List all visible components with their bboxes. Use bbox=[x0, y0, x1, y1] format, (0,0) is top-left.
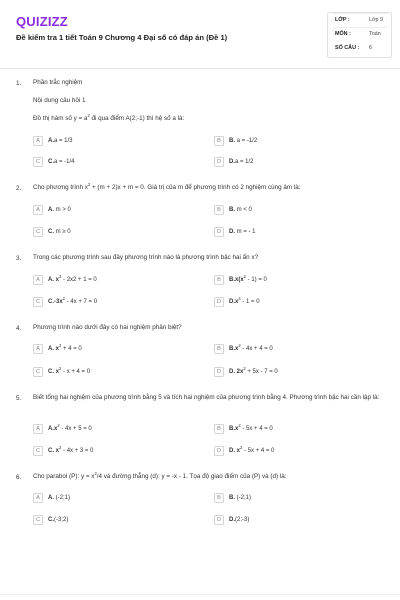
option-text: C.a = -1/4 bbox=[48, 158, 75, 165]
info-box bbox=[327, 12, 392, 58]
option-letter: B bbox=[214, 205, 224, 215]
exponent: 2 bbox=[94, 470, 97, 476]
document-title: Đề kiểm tra 1 tiết Toán 9 Chương 4 Đại số có đáp án (Đề 1) bbox=[16, 33, 228, 42]
question-number: 1. bbox=[16, 80, 22, 87]
option-text: D. m = - 1 bbox=[229, 228, 256, 235]
option-b[interactable] bbox=[214, 492, 251, 503]
option-letter: D bbox=[214, 367, 224, 377]
exponent: 2 bbox=[87, 112, 90, 118]
option-text: B. m < 0 bbox=[229, 206, 252, 213]
option-b[interactable] bbox=[214, 135, 257, 146]
option-letter: D bbox=[214, 446, 224, 456]
option-letter: B bbox=[214, 275, 224, 285]
question-text bbox=[33, 114, 385, 123]
option-text: A. $x^3 - 2x2 + 1 = 0$ bbox=[48, 273, 97, 283]
question-number: 3. bbox=[16, 255, 22, 262]
option-text: D.a = 1/2 bbox=[229, 158, 254, 165]
info-value: Toán bbox=[369, 31, 381, 37]
option-letter: D bbox=[214, 297, 224, 307]
option-letter: A bbox=[33, 424, 43, 434]
option-text: B. a = -1/2 bbox=[229, 137, 258, 144]
option-letter: D bbox=[214, 227, 224, 237]
question-text-part: + (m + 2)x + m = 0. Giá trị của m để phương trình có 2 nghiệm cùng âm là: bbox=[90, 184, 301, 191]
option-c[interactable] bbox=[33, 296, 97, 307]
option-c[interactable] bbox=[33, 445, 93, 456]
option-letter: B bbox=[214, 344, 224, 354]
option-letter: B bbox=[214, 424, 224, 434]
option-letter: A bbox=[33, 205, 43, 215]
option-c[interactable] bbox=[33, 226, 71, 237]
option-letter: D bbox=[214, 157, 224, 167]
option-b[interactable] bbox=[214, 343, 273, 354]
option-letter: A bbox=[33, 136, 43, 146]
question-number: 6. bbox=[16, 474, 22, 481]
option-letter: D bbox=[214, 515, 224, 525]
option-letter: C bbox=[33, 367, 43, 377]
option-c[interactable] bbox=[33, 514, 68, 525]
option-text: A.a = 1/3 bbox=[48, 137, 73, 144]
option-letter: C bbox=[33, 227, 43, 237]
option-a[interactable] bbox=[33, 274, 97, 285]
question-text bbox=[33, 472, 385, 481]
option-text: A. (-2;1) bbox=[48, 494, 71, 501]
option-b[interactable] bbox=[214, 423, 273, 434]
option-d[interactable] bbox=[214, 366, 278, 377]
info-value: 6 bbox=[369, 45, 372, 51]
option-letter: A bbox=[33, 493, 43, 503]
header-divider bbox=[0, 68, 400, 69]
option-b[interactable] bbox=[214, 204, 252, 215]
info-row-subject bbox=[335, 30, 387, 39]
page-bottom-divider bbox=[0, 594, 400, 595]
option-text: $D.x^4 - 1 = 0$ bbox=[229, 295, 260, 305]
option-a[interactable] bbox=[33, 135, 73, 146]
exponent: 2 bbox=[87, 181, 91, 187]
option-d[interactable] bbox=[214, 156, 254, 167]
question-section-title: Phần trắc nghiệm bbox=[33, 79, 83, 86]
option-letter: C bbox=[33, 446, 43, 456]
info-value: Lớp 9 bbox=[369, 17, 384, 23]
info-divider bbox=[333, 13, 388, 14]
option-text: $A.x^2 - 4x + 5 = 0$ bbox=[48, 422, 92, 432]
option-a[interactable] bbox=[33, 492, 70, 503]
question-number: 4. bbox=[16, 325, 22, 332]
option-d[interactable] bbox=[214, 226, 256, 237]
option-b[interactable] bbox=[214, 274, 267, 285]
option-text: C.(-3;2) bbox=[48, 516, 69, 523]
option-letter: C bbox=[33, 297, 43, 307]
option-letter: C bbox=[33, 515, 43, 525]
option-text: $B.x(x^2 - 1) = 0$ bbox=[229, 273, 267, 283]
option-text: C. $x^2 - x + 4 = 0$ bbox=[48, 365, 91, 375]
option-a[interactable] bbox=[33, 423, 92, 434]
option-text: B. (-2;1) bbox=[229, 494, 252, 501]
question-number: 5. bbox=[16, 395, 22, 402]
option-text: A. m > 0 bbox=[48, 206, 71, 213]
question-text: Trong các phương trình sau đây phương trình nào là phương trình bậc hai ẩn x? bbox=[33, 254, 259, 261]
option-d[interactable] bbox=[214, 296, 260, 307]
question-text-part: Cho phương trình x bbox=[33, 184, 88, 191]
option-text: C. $x^2 - 4x + 3 = 0$ bbox=[48, 444, 94, 454]
question-number: 2. bbox=[16, 185, 22, 192]
question-text: Biết tổng hai nghiệm của phương trình bằng 5 và tích hai nghiệm của phương trình bằng 4. Phương trình bậc hai cần lập là: bbox=[33, 394, 380, 401]
option-a[interactable] bbox=[33, 204, 71, 215]
option-letter: B bbox=[214, 493, 224, 503]
option-text: D. $x^2 - 5x + 4 = 0$ bbox=[229, 444, 275, 454]
option-text: D.(2;-3) bbox=[229, 516, 250, 523]
question-text-part: Cho parabol (P): y = x bbox=[33, 473, 95, 480]
info-row-count bbox=[335, 44, 387, 53]
option-a[interactable] bbox=[33, 343, 82, 354]
question-text bbox=[33, 183, 385, 192]
info-key: MÔN : bbox=[335, 31, 351, 37]
option-letter: C bbox=[33, 157, 43, 167]
option-d[interactable] bbox=[214, 445, 274, 456]
option-letter: A bbox=[33, 275, 43, 285]
question-text-part: /4 và đường thẳng (d): y = -x - 1. Tọa độ giao điểm của (P) và (d) là: bbox=[96, 473, 287, 480]
question-text-part: đi qua điểm A(2;-1) thì hệ số a là: bbox=[89, 115, 185, 122]
option-text: C. m ≥ 0 bbox=[48, 228, 71, 235]
option-text: A. $x^2 + 4 = 0$ bbox=[48, 342, 82, 352]
option-text: D. $2x^2 + 5x - 7 = 0$ bbox=[229, 365, 278, 375]
info-divider bbox=[333, 27, 388, 28]
option-c[interactable] bbox=[33, 366, 90, 377]
info-key: LỚP : bbox=[335, 17, 350, 23]
question-text: Phương trình nào dưới đây có hai nghiệm phân biệt? bbox=[33, 324, 182, 331]
info-key: SỐ CÂU : bbox=[335, 45, 360, 51]
info-row-class bbox=[335, 16, 387, 25]
option-text: $C.-3x^2 - 4x + 7 = 0$ bbox=[48, 295, 98, 305]
question-subtitle: Nội dung câu hỏi 1 bbox=[33, 97, 86, 104]
question-text-part: Đồ thị hàm số y = a bbox=[33, 115, 88, 122]
option-c[interactable] bbox=[33, 156, 75, 167]
option-text: $B.x^2 - 4x + 4 = 0$ bbox=[229, 342, 273, 352]
quizizz-logo: QUIZIZZ bbox=[16, 14, 68, 29]
option-letter: A bbox=[33, 344, 43, 354]
option-letter: B bbox=[214, 136, 224, 146]
option-d[interactable] bbox=[214, 514, 249, 525]
option-text: $B.x^2 - 5x + 4 = 0$ bbox=[229, 422, 273, 432]
